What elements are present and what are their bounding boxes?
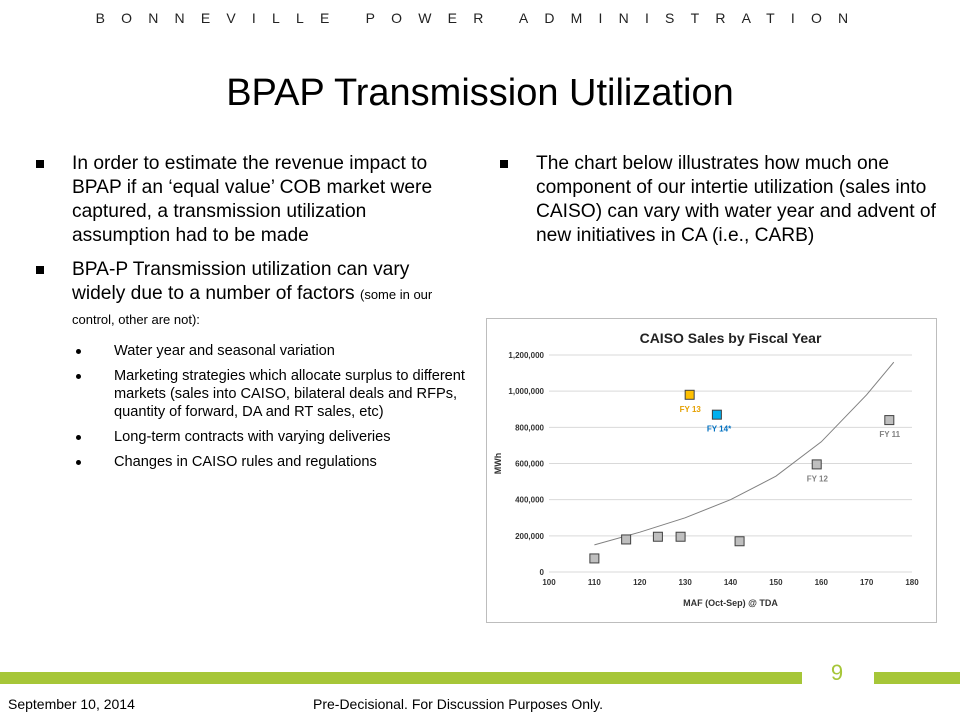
- sub-item: [36, 367, 466, 421]
- footer-bar: [0, 672, 960, 684]
- sub-item-text: Long-term contracts with varying deliveries: [114, 429, 391, 445]
- y-tick-label: 400,000: [515, 495, 544, 505]
- data-label: FY 11: [879, 430, 901, 440]
- data-point: [885, 416, 894, 425]
- x-tick-label: 170: [859, 578, 874, 587]
- data-label: FY 13: [679, 404, 701, 414]
- left-bullet-2-text: BPA-P Transmission utilization can vary widely due to a number of factors: [72, 259, 410, 304]
- x-tick-label: 140: [723, 578, 738, 587]
- chart-title: CAISO Sales by Fiscal Year: [639, 330, 822, 346]
- y-axis-label: MWh: [493, 452, 503, 475]
- footer-bar-right: [874, 672, 960, 684]
- x-tick-label: 120: [633, 578, 647, 587]
- y-tick-label: 1,000,000: [508, 387, 544, 397]
- x-tick-label: 160: [814, 578, 828, 587]
- org-header: BONNEVILLE POWER ADMINISTRATION: [95, 10, 865, 26]
- sub-item: [36, 342, 466, 360]
- round-bullet-icon: [76, 374, 81, 379]
- sub-item: [36, 453, 466, 471]
- data-point: [676, 532, 685, 541]
- right-bullet-1: [500, 152, 940, 248]
- y-tick-label: 1,200,000: [508, 351, 544, 360]
- data-point: [712, 410, 721, 419]
- sub-item-text: Marketing strategies which allocate surplus to different markets (sales into CAISO, bilateral deals and RFPs, quantity of forward, DA and RT sales, etc): [114, 368, 465, 420]
- data-point: [812, 460, 821, 469]
- right-bullet-1-text: The chart below illustrates how much one component of our intertie utilization (sales into CAISO) can vary with water year and advent of new initiatives in CA (i.e., CARB): [536, 153, 936, 246]
- data-point: [653, 532, 662, 541]
- x-tick-label: 100: [542, 578, 556, 587]
- left-bullet-2: [36, 258, 466, 332]
- right-column: [500, 152, 940, 258]
- data-point: [622, 535, 631, 544]
- x-tick-label: 150: [769, 578, 783, 587]
- x-tick-label: 110: [587, 578, 601, 587]
- slide-title: BPAP Transmission Utilization: [226, 72, 734, 114]
- y-tick-label: 800,000: [515, 423, 544, 433]
- left-bullet-1: [36, 152, 466, 248]
- left-bullet-1-text: In order to estimate the revenue impact to BPAP if an ‘equal value’ COB market were captured, a transmission utilization assumption had to be made: [72, 153, 433, 246]
- caiso-sales-chart: [486, 318, 937, 623]
- square-bullet-icon: [36, 160, 44, 168]
- x-tick-label: 130: [678, 578, 692, 587]
- x-axis-label: MAF (Oct-Sep) @ TDA: [683, 598, 778, 608]
- sub-item-text: Changes in CAISO rules and regulations: [114, 454, 377, 470]
- round-bullet-icon: [76, 349, 81, 354]
- chart-svg: [487, 319, 936, 622]
- data-label: FY 12: [806, 474, 828, 484]
- y-tick-label: 600,000: [515, 459, 544, 469]
- page-number: 9: [830, 660, 844, 685]
- data-point: [735, 537, 744, 546]
- round-bullet-icon: [76, 460, 81, 465]
- sub-item: [36, 428, 466, 446]
- footer-note: Pre-Decisional. For Discussion Purposes Only.: [313, 696, 603, 712]
- y-tick-label: 0: [539, 568, 544, 577]
- left-column: [36, 152, 466, 478]
- footer-bar-left: [0, 672, 802, 684]
- data-point: [590, 554, 599, 563]
- x-tick-label: 180: [905, 578, 919, 587]
- trendline: [594, 362, 893, 545]
- footer-date: September 10, 2014: [8, 696, 135, 712]
- square-bullet-icon: [36, 266, 44, 274]
- sub-item-text: Water year and seasonal variation: [114, 343, 335, 359]
- data-label: FY 14*: [706, 424, 732, 434]
- left-bullet-2-note: (some in our control, other are not):: [72, 287, 433, 327]
- data-point: [685, 390, 694, 399]
- y-tick-label: 200,000: [515, 531, 544, 541]
- square-bullet-icon: [500, 160, 508, 168]
- round-bullet-icon: [76, 435, 81, 440]
